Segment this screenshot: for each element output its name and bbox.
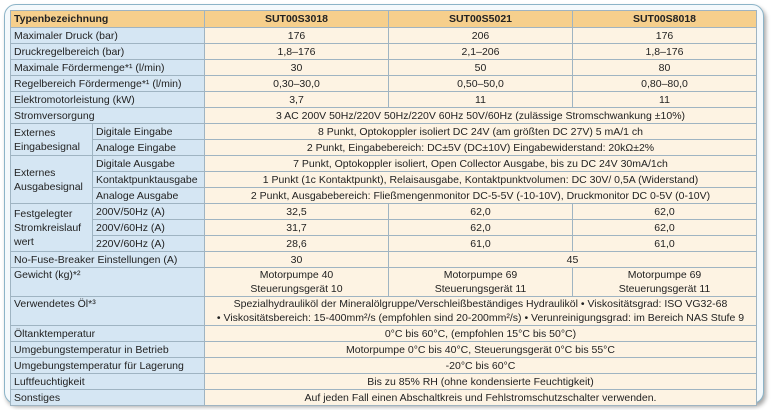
row-label: No-Fuse-Breaker Einstellungen (A) [11, 252, 205, 268]
weight-line: Steuerungsgerät 10 [250, 283, 343, 295]
cell-value: 1,8–176 [573, 44, 757, 60]
sub-label: 200V/50Hz (A) [93, 204, 205, 220]
row-label: Druckregelbereich (bar) [11, 44, 205, 60]
cell-value: 31,7 [205, 220, 389, 236]
row-label: Regelbereich Fördermenge*¹ (l/min) [11, 76, 205, 92]
weight-line: Motorpumpe 69 [627, 269, 702, 281]
cell-value: 0°C bis 60°C, (empfohlen 15°C bis 50°C) [205, 326, 757, 342]
cell-value: -20°C bis 60°C [205, 358, 757, 374]
cell-value [573, 268, 757, 297]
sub-label: Digitale Ausgabe [93, 156, 205, 172]
cell-value: 206 [389, 28, 573, 44]
header-model-1: SUT00S3018 [205, 11, 389, 28]
weight-line: Motorpumpe 40 [259, 269, 334, 281]
cell-value: 45 [389, 252, 757, 268]
table-row [11, 28, 757, 44]
table-row [11, 204, 757, 220]
table-row [11, 172, 757, 188]
cell-value: 61,0 [573, 236, 757, 252]
row-label: Verwendetes Öl*³ [11, 297, 205, 326]
cell-value: 3,7 [205, 92, 389, 108]
table-row [11, 268, 757, 297]
cell-value: 11 [389, 92, 573, 108]
row-label: Gewicht (kg)*² [11, 268, 205, 297]
table-row [11, 252, 757, 268]
row-label: Externes Eingabesignal [11, 124, 93, 156]
weight-line: Motorpumpe 69 [443, 269, 518, 281]
table-row [11, 390, 757, 406]
weight-line: Steuerungsgerät 11 [618, 283, 711, 295]
table-row [11, 297, 757, 326]
table-row [11, 188, 757, 204]
row-label: Maximale Fördermenge*¹ (l/min) [11, 60, 205, 76]
cell-value: 1 Punkt (1c Kontaktpunkt), Relaisausgabe, Kontaktpunktvolumen: DC 30V/ 0,5A (Widerstand) [205, 172, 757, 188]
cell-value: 32,5 [205, 204, 389, 220]
header-type-label: Typenbezeichnung [11, 11, 205, 28]
row-label: Sonstiges [11, 390, 205, 406]
table-header-row [11, 11, 757, 28]
cell-value: 2 Punkt, Eingabebereich: DC±5V (DC±10V) Eingabewiderstand: 20kΩ±2% [205, 140, 757, 156]
oil-line: Spezialhydrauliköl der Mineralölgruppe/Verschleißbeständiges Hydrauliköl • Viskositätsgrad: ISO VG32-68 [233, 298, 728, 310]
sub-label: Kontaktpunktausgabe [93, 172, 205, 188]
cell-value: 7 Punkt, Optokoppler isoliert, Open Collector Ausgabe, bis zu DC 24V 30mA/1ch [205, 156, 757, 172]
cell-value: 176 [573, 28, 757, 44]
sub-label: Analoge Eingabe [93, 140, 205, 156]
sub-label: Analoge Ausgabe [93, 188, 205, 204]
table-row [11, 358, 757, 374]
cell-value: 11 [573, 92, 757, 108]
row-label: Luftfeuchtigkeit [11, 374, 205, 390]
cell-value: 50 [389, 60, 573, 76]
cell-value: 28,6 [205, 236, 389, 252]
cell-value: 62,0 [573, 204, 757, 220]
cell-value: 2 Punkt, Ausgabebereich: Fließmengenmonitor DC-5-5V (-10-10V), Druckmonitor DC 0-5V (0-10V) [205, 188, 757, 204]
sub-label: 200V/60Hz (A) [93, 220, 205, 236]
table-row [11, 236, 757, 252]
cell-value: Auf jeden Fall einen Abschaltkreis und Fehlstromschutzschalter verwenden. [205, 390, 757, 406]
table-row [11, 44, 757, 60]
sub-label: Digitale Eingabe [93, 124, 205, 140]
row-label: Umgebungstemperatur für Lagerung [11, 358, 205, 374]
table-row [11, 140, 757, 156]
cell-value: 80 [573, 60, 757, 76]
cell-value: 30 [205, 252, 389, 268]
table-row [11, 76, 757, 92]
table-row [11, 124, 757, 140]
oil-line: • Viskositätsbereich: 15-400mm²/s (empfohlen sind 20-200mm²/s) • Verunreinigungsgrad: im Bereich NAS Stufe 9 [216, 312, 745, 324]
cell-value: 176 [205, 28, 389, 44]
table-row [11, 92, 757, 108]
table-row [11, 220, 757, 236]
cell-value: 2,1–206 [389, 44, 573, 60]
spec-table [10, 10, 757, 406]
cell-value: 8 Punkt, Optokoppler isoliert DC 24V (am größten DC 27V) 5 mA/1 ch [205, 124, 757, 140]
sub-label: 220V/60Hz (A) [93, 236, 205, 252]
row-label: Stromversorgung [11, 108, 205, 124]
table-row [11, 326, 757, 342]
row-label: Elektromotorleistung (kW) [11, 92, 205, 108]
row-label: Externes Ausgabesignal [11, 156, 93, 204]
cell-value: 30 [205, 60, 389, 76]
table-row [11, 60, 757, 76]
row-label: Festgelegter Stromkreislauf wert [11, 204, 93, 252]
cell-value [205, 297, 757, 326]
row-label: Maximaler Druck (bar) [11, 28, 205, 44]
header-model-3: SUT00S8018 [573, 11, 757, 28]
table-row [11, 342, 757, 358]
table-row [11, 374, 757, 390]
cell-value: 0,30–30,0 [205, 76, 389, 92]
table-row [11, 156, 757, 172]
row-label: Öltanktemperatur [11, 326, 205, 342]
cell-value: 62,0 [389, 204, 573, 220]
cell-value: Bis zu 85% RH (ohne kondensierte Feuchtigkeit) [205, 374, 757, 390]
cell-value [205, 268, 389, 297]
row-label: Umgebungstemperatur in Betrieb [11, 342, 205, 358]
header-model-2: SUT00S5021 [389, 11, 573, 28]
cell-value: 62,0 [573, 220, 757, 236]
cell-value [389, 268, 573, 297]
cell-value: 3 AC 200V 50Hz/220V 50Hz/220V 60Hz 50V/60Hz (zulässige Stromschwankung ±10%) [205, 108, 757, 124]
cell-value: Motorpumpe 0°C bis 40°C, Steuerungsgerät 0°C bis 55°C [205, 342, 757, 358]
cell-value: 0,50–50,0 [389, 76, 573, 92]
cell-value: 0,80–80,0 [573, 76, 757, 92]
weight-line: Steuerungsgerät 11 [434, 283, 527, 295]
cell-value: 62,0 [389, 220, 573, 236]
cell-value: 1,8–176 [205, 44, 389, 60]
table-row [11, 108, 757, 124]
cell-value: 61,0 [389, 236, 573, 252]
